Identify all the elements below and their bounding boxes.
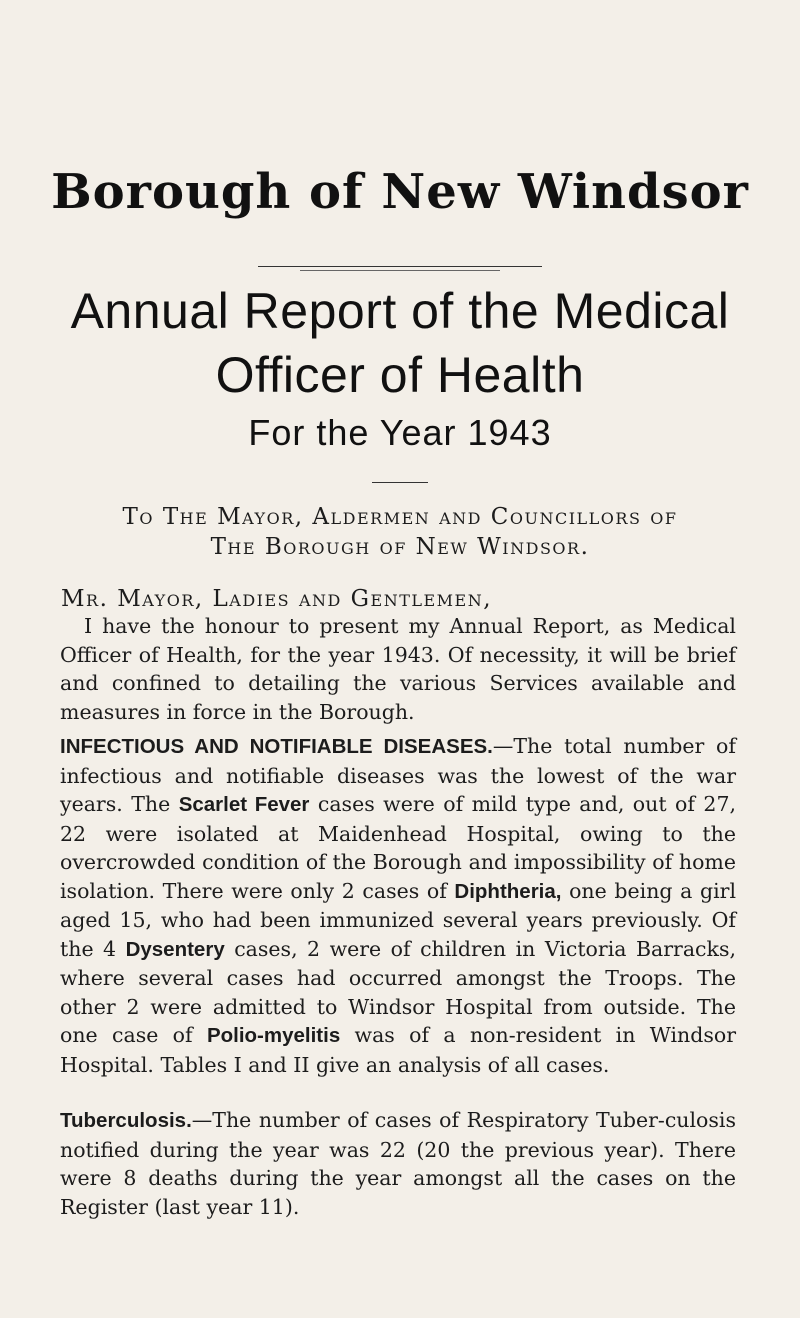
infectious-text-2: cases were of mild type and, out of 27, 22 were isolated at Maidenhead Hospital, owing to the overcrowded condition of the Borough and impossibility of home isolation. There were only 2 cases of	[60, 792, 736, 903]
report-title-line-2: Officer of Health	[215, 347, 585, 403]
title-divider-inner	[300, 270, 500, 271]
title-divider	[258, 266, 542, 267]
infectious-text-1: —The total number of infectious and notifiable diseases was the lowest of the war years. The	[60, 734, 736, 816]
infectious-diseases-heading: INFECTIOUS AND NOTIFIABLE DISEASES.	[60, 735, 493, 758]
polio-myelitis-term: Polio-myelitis	[206, 1024, 341, 1047]
infectious-text-5: was of a non-resident in Windsor Hospital. Tables I and II give an analysis of all cases.	[60, 1023, 736, 1077]
report-title-line-1: Annual Report of the Medical	[70, 283, 730, 339]
dysentery-term: Dysentery	[125, 937, 225, 961]
tuberculosis-heading: Tuberculosis.	[60, 1109, 192, 1132]
address-line-1: To The Mayor, Aldermen and Councillors of	[122, 504, 678, 530]
salutation: Mr. Mayor, Ladies and Gentlemen,	[61, 586, 493, 612]
address-line-2: The Borough of New Windsor.	[210, 534, 590, 560]
diphtheria-term: Diphtheria,	[454, 879, 562, 903]
infectious-text-4: cases, 2 were of children in Victoria Barracks, where several cases had occurred amongst the Troops. The other 2 were admitted to Windsor Hospital from outside. The one case of	[60, 936, 736, 1047]
infectious-diseases-paragraph	[60, 732, 736, 1079]
scarlet-fever-term: Scarlet Fever	[178, 793, 310, 816]
intro-paragraph: I have the honour to present my Annual Report, as Medical Officer of Health, for the year 1943. Of necessity, it will be brief and confined to detailing the various Services available and measures in force in the Borough.	[60, 614, 736, 724]
tuberculosis-text: —The number of cases of Respiratory Tuber-culosis notified during the year was 22 (20 the previous year). There were 8 deaths during the year amongst all the cases on the Register (last year 11).	[60, 1108, 736, 1219]
tuberculosis-paragraph	[60, 1106, 736, 1221]
report-year-line: For the Year 1943	[248, 412, 552, 453]
infectious-text-3: one being a girl aged 15, who had been immunized several years previously. Of the 4	[60, 878, 736, 961]
section-divider	[372, 482, 428, 483]
borough-title: Borough of New Windsor	[51, 164, 749, 220]
